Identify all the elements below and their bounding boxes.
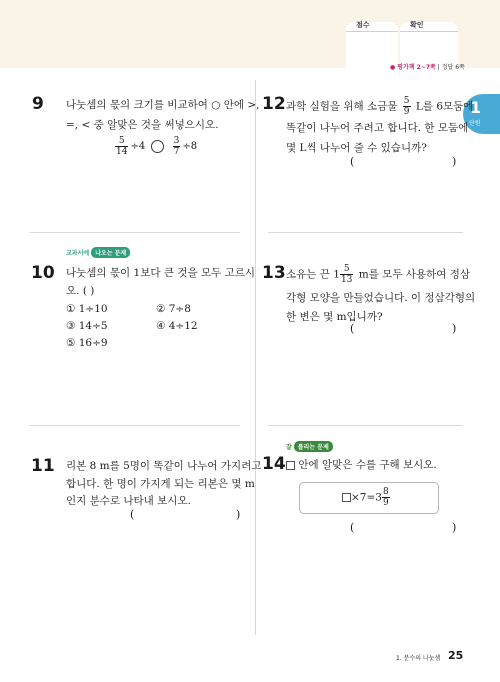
q12-answer-open: ( <box>350 155 355 168</box>
q14-answer-close: ) <box>452 521 457 534</box>
page-number: 25 <box>448 649 464 662</box>
q12-fraction: $\frac{5}{9}$ <box>403 96 410 117</box>
question-number-13: 13 <box>262 263 286 283</box>
reference-tag <box>390 62 465 71</box>
bullet-icon: ● <box>390 64 396 71</box>
q9-right-fraction: $\frac{3}{7}$ <box>173 136 180 157</box>
q10-option-2[interactable]: ② 7÷8 <box>156 303 191 315</box>
eval-book-ref: 평가책 2~7쪽 <box>397 64 436 71</box>
q9-right-tail: ÷8 <box>182 141 198 152</box>
q10-option-4[interactable]: ④ 4÷12 <box>156 320 198 332</box>
q13-answer-close: ) <box>452 322 457 335</box>
column-divider <box>255 80 256 635</box>
q10-option-5[interactable]: ⑤ 16÷9 <box>66 337 108 349</box>
q13-text-line2: 각형 모양을 만들었습니다. 이 정삼각형의 <box>286 292 476 304</box>
blank-box-icon <box>286 461 295 470</box>
check-divider <box>400 31 458 32</box>
question-number-9: 9 <box>32 94 44 114</box>
q14-answer-open: ( <box>350 521 355 534</box>
q10-badge <box>66 247 130 257</box>
unit-number: 1 <box>470 98 482 117</box>
q13-fraction: $\frac{5}{13}$ <box>340 264 353 285</box>
check-label: 확인 <box>410 21 424 29</box>
q13-answer-blank[interactable] <box>362 322 448 336</box>
question-number-14: 14 <box>262 454 286 474</box>
q9-text-line1: 나눗셈의 몫의 크기를 비교하여 ○ 안에 >, <box>66 99 260 111</box>
q13-text-line1: 소유는 끈 1 $\frac{5}{13}$ m를 모두 사용하여 정삼 <box>286 264 471 285</box>
q12-answer-blank[interactable] <box>362 155 448 169</box>
q14-equation: ×7=3 $\frac{8}{9}$ <box>342 487 392 508</box>
tag-separator: | <box>437 64 440 71</box>
q9-text-line2: =, < 중 알맞은 것을 써넣으시오. <box>66 119 219 131</box>
row-divider <box>30 232 240 233</box>
q10-text-line2: 오. ( ) <box>66 285 95 297</box>
q13-answer-open: ( <box>350 322 355 335</box>
badge-chip: 틀리는 문제 <box>294 441 333 452</box>
q11-answer-open: ( <box>130 508 135 521</box>
q10-option-1[interactable]: ① 1÷10 <box>66 303 108 315</box>
q10-text-line1: 나눗셈의 몫이 1보다 큰 것을 모두 고르시 <box>66 267 255 279</box>
q9-left-tail: ÷4 <box>130 141 146 152</box>
q11-text-line2: 합니다. 한 명이 가지게 되는 리본은 몇 m <box>66 478 255 490</box>
q12-text-line1: 과학 실험을 위해 소금물 $\frac{5}{9}$ L를 6모둠에 <box>286 96 474 117</box>
q12-text-line2: 똑같이 나누어 주려고 합니다. 한 모둠에 <box>286 122 469 134</box>
q14-answer-blank[interactable] <box>362 521 448 535</box>
badge-prefix: 교과서에 <box>66 250 90 257</box>
question-number-11: 11 <box>31 456 55 476</box>
compare-circle[interactable] <box>151 140 164 153</box>
unit-label: 단원 <box>469 120 481 127</box>
badge-chip: 나오는 문제 <box>91 247 130 258</box>
score-label: 점수 <box>356 21 370 29</box>
q13-mixed-whole: 1 <box>333 268 340 281</box>
q11-answer-blank[interactable] <box>142 508 232 522</box>
q9-left-fraction: $\frac{5}{14}$ <box>116 136 128 157</box>
question-number-10: 10 <box>31 263 55 283</box>
row-divider <box>30 425 240 426</box>
q13-text-line3: 한 변은 몇 m입니까? <box>286 311 383 323</box>
row-divider <box>268 425 463 426</box>
q10-option-3[interactable]: ③ 14÷5 <box>66 320 108 332</box>
equation-blank[interactable] <box>342 493 351 502</box>
q14-fraction: $\frac{8}{9}$ <box>382 487 389 508</box>
row-divider <box>268 232 463 233</box>
q9-expression <box>113 136 197 157</box>
score-divider <box>346 31 398 32</box>
q11-answer-close: ) <box>236 508 241 521</box>
question-number-12: 12 <box>262 94 286 114</box>
chapter-title: 1. 분수의 나눗셈 <box>396 655 441 662</box>
q14-badge <box>286 441 333 451</box>
q11-text-line1: 리본 8 m를 5명이 똑같이 나누어 가지려고 <box>66 460 262 472</box>
q11-text-line3: 인지 분수로 나타내 보시오. <box>66 495 191 507</box>
badge-prefix: 잘 <box>286 444 292 451</box>
q12-answer-close: ) <box>452 155 457 168</box>
q12-text-line3: 몇 L씩 나누어 줄 수 있습니까? <box>286 142 427 154</box>
q14-text-line1: 안에 알맞은 수를 구해 보시오. <box>286 455 437 475</box>
answer-ref: 정답 6쪽 <box>441 64 465 71</box>
